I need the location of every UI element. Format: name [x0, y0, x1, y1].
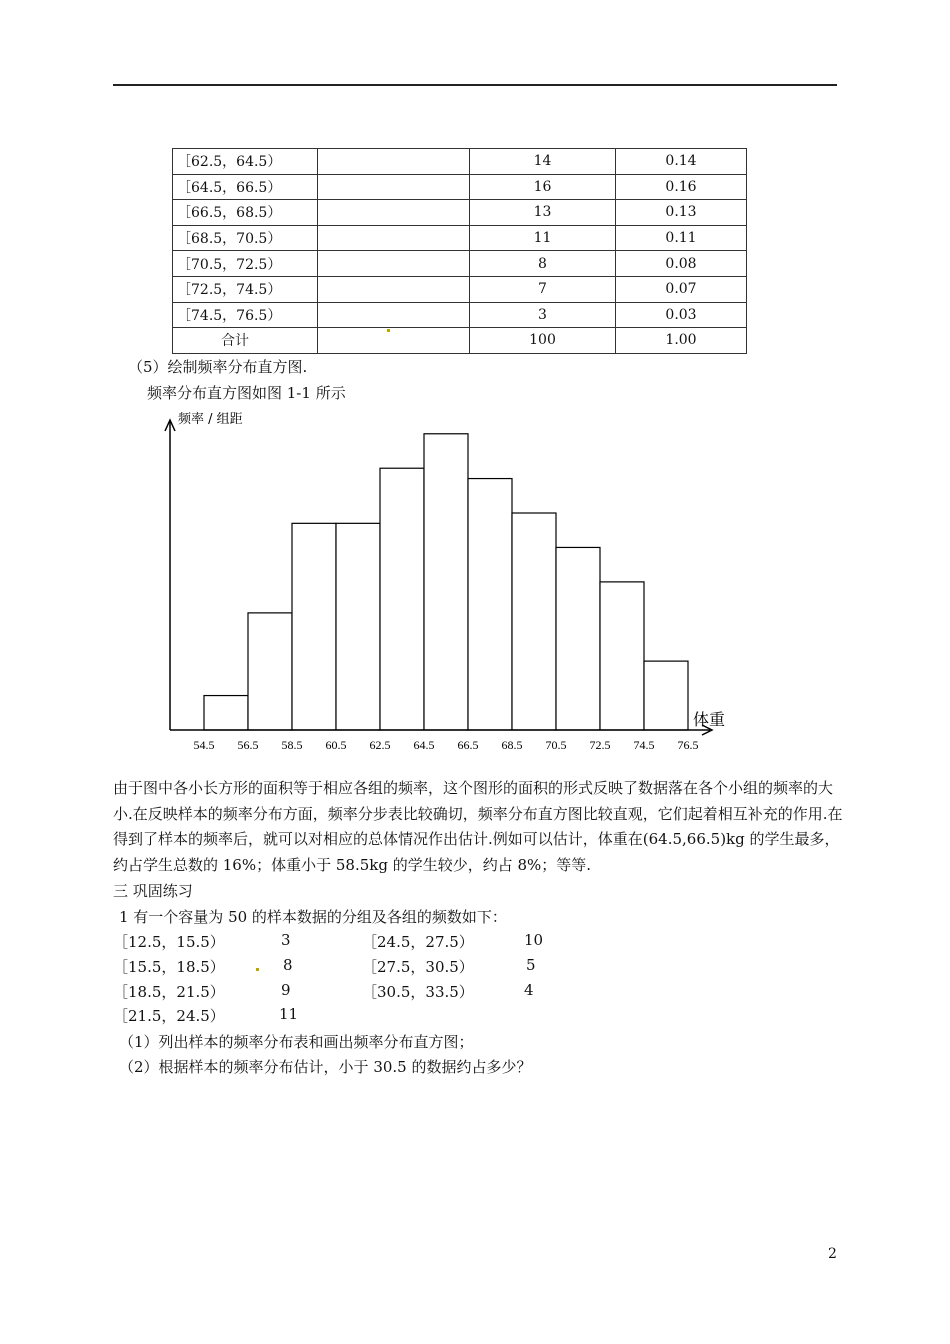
- x-tick-label: 54.5: [193, 738, 215, 752]
- tally-cell: [318, 276, 470, 302]
- exercise-count: 11: [279, 1005, 299, 1023]
- count-cell: 3: [470, 302, 616, 328]
- x-tick-label: 72.5: [589, 738, 611, 752]
- histogram-bar: [468, 479, 512, 730]
- x-tick-label: 70.5: [545, 738, 567, 752]
- freq-cell: 0.16: [616, 174, 747, 200]
- exercise-count: 10: [524, 931, 544, 949]
- x-axis-label: 体重: [693, 710, 726, 729]
- table-row: [173, 149, 747, 175]
- interval-cell: ［64.5，66.5）: [173, 174, 318, 200]
- x-tick-label: 68.5: [501, 738, 523, 752]
- x-tick-label: 74.5: [633, 738, 655, 752]
- table-total-row: [173, 328, 747, 354]
- y-axis-label: 频率 / 组距: [178, 412, 243, 427]
- interval-cell: ［66.5，68.5）: [173, 200, 318, 226]
- table-row: [173, 200, 747, 226]
- histogram-bar: [292, 523, 336, 730]
- histogram-bar: [380, 468, 424, 730]
- interval-cell: ［70.5，72.5）: [173, 251, 318, 277]
- count-cell: 13: [470, 200, 616, 226]
- question-2: （2）根据样本的频率分布估计，小于 30.5 的数据约占多少？: [119, 1058, 532, 1076]
- interval-cell: ［74.5，76.5）: [173, 302, 318, 328]
- x-tick-label: 60.5: [325, 738, 347, 752]
- interval-cell: ［62.5，64.5）: [173, 149, 318, 175]
- exercise-interval: ［27.5，30.5）: [362, 958, 474, 976]
- tally-cell: [318, 251, 470, 277]
- exercise-interval: ［24.5，27.5）: [362, 933, 474, 951]
- exercise-count: 9: [281, 981, 291, 999]
- header-rule: [113, 84, 837, 86]
- freq-cell: 0.13: [616, 200, 747, 226]
- total-label-cell: 合计: [173, 328, 318, 354]
- freq-cell: 0.14: [616, 149, 747, 175]
- tally-cell: [318, 174, 470, 200]
- freq-cell: 0.03: [616, 302, 747, 328]
- stray-mark: [387, 329, 390, 332]
- exercise-count: 5: [526, 956, 536, 974]
- exercise-interval: ［12.5，15.5）: [113, 933, 225, 951]
- histogram-bar: [248, 613, 292, 730]
- histogram-chart: [150, 400, 740, 760]
- x-tick-label: 62.5: [369, 738, 391, 752]
- exercise-interval: ［18.5，21.5）: [113, 983, 225, 1001]
- count-cell: 8: [470, 251, 616, 277]
- total-freq-cell: 1.00: [616, 328, 747, 354]
- exercise-interval: ［30.5，33.5）: [362, 983, 474, 1001]
- stray-mark: [256, 968, 259, 971]
- question-1: （1）列出样本的频率分布表和画出频率分布直方图；: [119, 1033, 474, 1051]
- histogram-bar: [600, 582, 644, 730]
- count-cell: 16: [470, 174, 616, 200]
- histogram-bar: [512, 513, 556, 730]
- count-cell: 11: [470, 225, 616, 251]
- x-tick-label: 64.5: [413, 738, 435, 752]
- total-count-cell: 100: [470, 328, 616, 354]
- count-cell: 7: [470, 276, 616, 302]
- exercise-count: 3: [281, 931, 291, 949]
- histogram-bar: [644, 661, 688, 730]
- table-row: [173, 174, 747, 200]
- page-number: 2: [828, 1246, 837, 1262]
- count-cell: 14: [470, 149, 616, 175]
- x-tick-label: 56.5: [237, 738, 259, 752]
- tally-cell: [318, 225, 470, 251]
- histogram-bar: [424, 434, 468, 730]
- table-row: [173, 276, 747, 302]
- histogram-bar: [336, 523, 380, 730]
- freq-cell: 0.11: [616, 225, 747, 251]
- table-row: [173, 251, 747, 277]
- exercise-count: 8: [283, 956, 293, 974]
- freq-cell: 0.07: [616, 276, 747, 302]
- table-row: [173, 302, 747, 328]
- exercise-intro: 1 有一个容量为 50 的样本数据的分组及各组的频数如下：: [119, 908, 507, 926]
- interval-cell: ［68.5，70.5）: [173, 225, 318, 251]
- step-5-text: （5）绘制频率分布直方图.: [128, 358, 308, 376]
- tally-cell: [318, 302, 470, 328]
- freq-cell: 0.08: [616, 251, 747, 277]
- exercise-count: 4: [524, 981, 534, 999]
- frequency-table: [172, 148, 747, 354]
- section-title: 三 巩固练习: [113, 882, 193, 900]
- x-tick-label: 58.5: [281, 738, 303, 752]
- explanation-paragraph: 由于图中各小长方形的面积等于相应各组的频率，这个图形的面积的形式反映了数据落在各个小组的频率的大小.在反映样本的频率分布方面，频率分步表比较确切，频率分布直方图比较直观，它们起着相互补充的作用.在得到了样本的频率后，就可以对相应的总体情况作出估计.例如可以估计，体重在(64.5,66.5)kg 的学生最多，约占学生总数的 16%；体重小于 58.5kg 的学生较少，约占 8%；等等.: [113, 779, 843, 874]
- tally-cell: [318, 200, 470, 226]
- histogram-bar: [556, 547, 600, 730]
- table-row: [173, 225, 747, 251]
- figure-caption: 频率分布直方图如图 1-1 所示: [147, 384, 346, 402]
- tally-cell: [318, 149, 470, 175]
- histogram-bar: [204, 696, 248, 730]
- x-tick-label: 66.5: [457, 738, 479, 752]
- tally-cell: [318, 328, 470, 354]
- x-tick-label: 76.5: [677, 738, 699, 752]
- exercise-interval: ［15.5，18.5）: [113, 958, 225, 976]
- interval-cell: ［72.5，74.5）: [173, 276, 318, 302]
- exercise-interval: ［21.5，24.5）: [113, 1007, 225, 1025]
